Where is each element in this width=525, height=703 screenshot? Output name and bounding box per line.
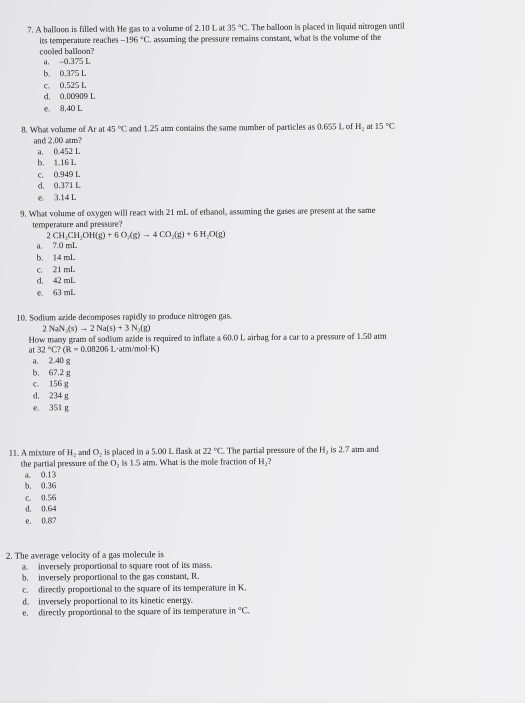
option-text: 1.16 L — [53, 157, 77, 168]
option-letter: e. — [33, 401, 40, 412]
option-text: 0.56 — [41, 491, 57, 503]
option-text: 14 mL — [52, 251, 76, 263]
option-letter: e. — [36, 287, 44, 298]
question-stem-line: 10. Sodium azide decomposes rapidly to produce nitrogen gas. — [16, 310, 233, 323]
answer-options — [28, 52, 504, 115]
option-letter: c. — [25, 492, 32, 503]
option-text: 0.00909 L — [59, 90, 96, 102]
answer-options — [21, 236, 502, 299]
option-letter: b. — [36, 252, 44, 263]
question-stem-line: 2. The average velocity of a gas molecule is — [5, 549, 164, 561]
option-text: 0.371 L — [53, 180, 81, 191]
question-stem-line: How many gram of sodium azide is required to inflate a 60.0 L airbag for a car to a pressure of 1.50 atm — [28, 330, 387, 345]
question-8 — [21, 120, 502, 205]
option-letter: e. — [44, 102, 51, 114]
option-text: 3.14 L — [54, 191, 77, 203]
option-letter: b. — [32, 367, 40, 378]
option-text: 7.0 mL — [52, 240, 78, 251]
option-text: 234 g — [49, 390, 69, 401]
question-7 — [27, 19, 503, 114]
option-text: 0.452 L — [53, 145, 81, 156]
option-text: 351 g — [49, 401, 69, 412]
option-letter: e. — [25, 515, 32, 526]
option-text: 2.40 g — [48, 355, 71, 366]
option-letter: d. — [36, 275, 44, 286]
option-text: 67.2 g — [48, 366, 71, 378]
option-text: 0.87 — [41, 515, 57, 526]
option-text: –0.375 L — [59, 56, 91, 67]
option-letter: d. — [25, 503, 32, 514]
question-12 — [6, 546, 502, 620]
option-letter: a. — [37, 145, 44, 156]
option-letter: d. — [43, 91, 51, 102]
chemical-equation: 2 CH₃CH₂OH(g) + 6 O₂(g) → 4 CO₂(g) + 6 H₂O(g) — [46, 227, 226, 240]
option-letter: d. — [37, 180, 45, 191]
option-letter: a. — [24, 469, 31, 480]
option-text: 0.13 — [40, 468, 57, 479]
option-letter: c. — [43, 79, 50, 90]
option-text: 0.36 — [41, 480, 57, 491]
question-stem-line: and 2.00 atm? — [33, 134, 82, 146]
option-letter: b. — [43, 68, 51, 79]
option-text: 42 mL — [52, 275, 76, 286]
option-text: 0.949 L — [53, 168, 81, 179]
question-11 — [9, 442, 505, 527]
option-letter: e. — [38, 192, 45, 203]
option-letter: c. — [22, 584, 29, 595]
option-letter: a. — [21, 561, 29, 572]
answer-options — [22, 141, 503, 204]
answer-options — [6, 556, 502, 619]
option-text: inversely proportional to its kinetic energy. — [38, 594, 194, 606]
question-stem-line: cooled balloon? — [39, 45, 95, 56]
question-stem-line: 8. What volume of Ar at 45 °C and 1.25 atm contains the same number of particles as 0.655 L of H₂ at 15 °C — [21, 120, 395, 135]
question-stem-line: 11. A mixture of H₂ and O₂ is placed in a 5.00 L flask at 22 °C. The partial pressure of the H₂ is 2.7 atm and — [8, 443, 379, 458]
option-text: 156 g — [48, 378, 69, 389]
option-letter: e. — [22, 607, 29, 618]
question-stem-line: the partial pressure of the O₂ is 1.5 atm. What is the mole fraction of H₂? — [20, 455, 272, 469]
option-letter: b. — [25, 480, 32, 491]
answer-options — [17, 351, 503, 414]
option-letter: d. — [33, 390, 40, 401]
option-text: 21 mL — [52, 263, 76, 274]
question-9 — [20, 204, 501, 299]
option-text: directly proportional to the square of its temperature in °C. — [38, 605, 250, 618]
option-text: inversely proportional to the gas constant, R. — [37, 571, 200, 583]
option-letter: a. — [32, 355, 39, 366]
answer-options — [9, 464, 505, 527]
option-text: 0.375 L — [59, 67, 87, 79]
option-letter: c. — [37, 169, 44, 180]
option-letter: b. — [37, 157, 45, 168]
chemical-equation: 2 NaN₃(s) → 2 Na(s) + 3 N₂(g) — [42, 321, 151, 334]
option-text: inversely proportional to square root of its mass. — [37, 559, 213, 572]
option-letter: a. — [43, 56, 50, 67]
question-stem-line: 9. What volume of oxygen will react with 21 mL of ethanol, assuming the gases are present at the same — [20, 204, 376, 219]
option-letter: b. — [21, 572, 29, 583]
option-text: 0.64 — [41, 503, 57, 514]
question-stem-line: at 32 °C? (R = 0.08206 L·atm/mol·K) — [28, 343, 160, 355]
option-text: 0.525 L — [59, 79, 87, 90]
question-stem-line: its temperature reaches –196 °C. assuming the pressure remains constant, what is the volume of the — [39, 31, 382, 46]
option-text: 63 mL — [52, 286, 76, 297]
option-letter: a. — [36, 240, 43, 251]
option-letter: d. — [22, 596, 30, 607]
question-10 — [16, 308, 502, 414]
option-text: directly proportional to the square of its temperature in K. — [38, 582, 247, 595]
question-stem-line: temperature and pressure? — [32, 218, 123, 230]
option-letter: c. — [36, 263, 43, 274]
option-letter: c. — [32, 378, 40, 389]
option-text: 8.40 L — [60, 102, 83, 113]
question-stem-line: 7. A balloon is filled with He gas to a volume of 2.10 L at 35 °C. The balloon is placed in liquid nitrogen until — [27, 20, 405, 35]
